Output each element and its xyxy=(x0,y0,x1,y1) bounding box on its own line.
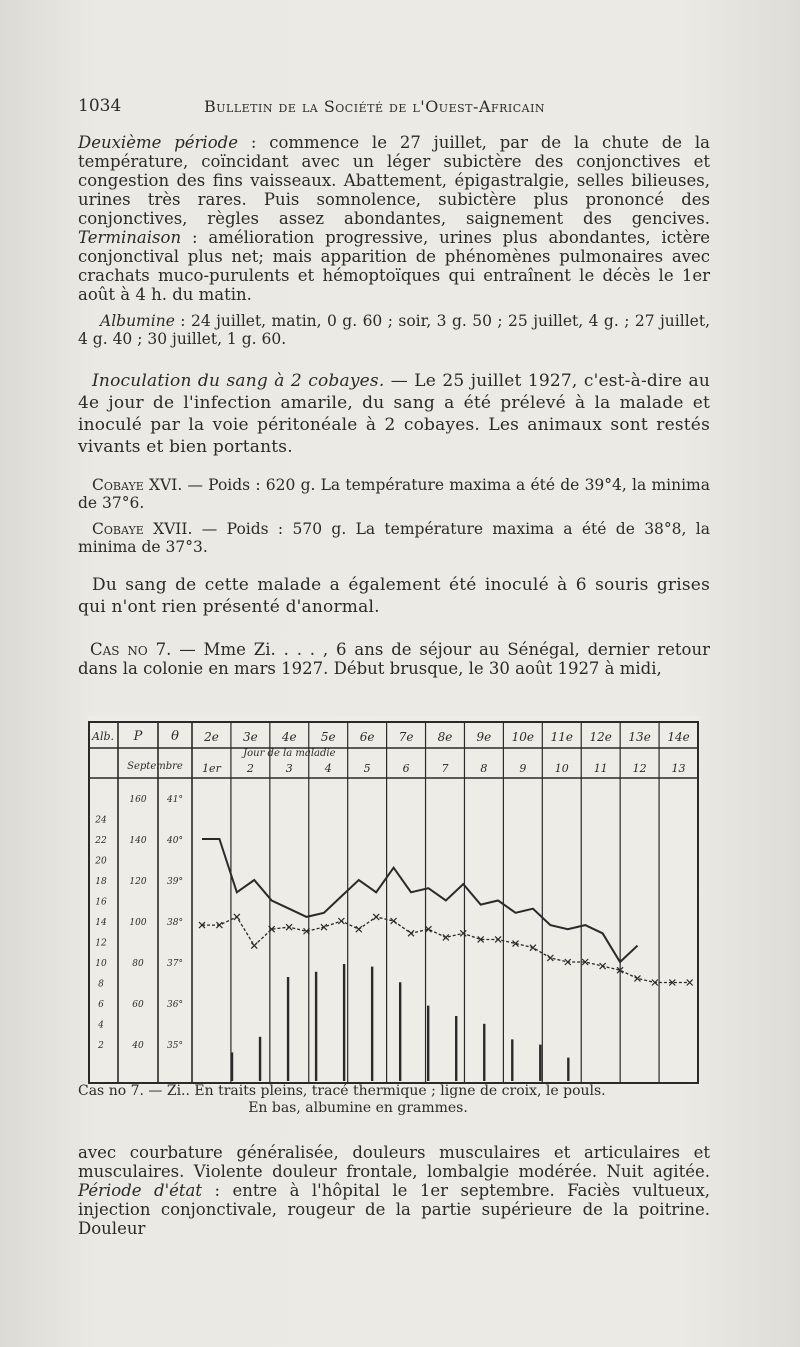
alb-tick-label: 16 xyxy=(95,897,107,908)
pulse-tick-label: 40 xyxy=(132,1041,144,1051)
alb-tick-label: 4 xyxy=(98,1020,104,1031)
cas-7-label: Cas no 7. xyxy=(90,640,172,659)
pulse-tick-label: 140 xyxy=(129,836,147,846)
date-label: 13 xyxy=(671,762,686,775)
temp-tick-label: 38° xyxy=(167,918,183,928)
inoculation-text: — Le 25 juillet 1927, c'est-à-dire au 4e jour de l'infection amarile, du sang a été prélevé à la malade et inoculé par la voie péritonéale à 2 cobayes. Les animaux sont restés vivants et bien portants. xyxy=(78,371,710,457)
periode-etat-text: : entre à l'hôpital le 1er septembre. Faciès vultueux, injection conjonctivale, rougeur de la partie supérieure de la poitrine. Douleur xyxy=(78,1181,710,1238)
date-label: 3 xyxy=(285,762,293,775)
alb-tick-label: 6 xyxy=(98,1000,104,1010)
souris-text: Du sang de cette malade a également été inoculé à 6 souris grises qui n'ont rien présenté d'anormal. xyxy=(78,575,710,617)
paragraph-souris xyxy=(78,574,710,618)
courbature-text: avec courbature généralisée, douleurs musculaires et articulaires et musculaires. Violente douleur frontale, lombalgie modérée. Nuit agitée. xyxy=(78,1143,710,1181)
paragraph-cobaye-xvii xyxy=(78,520,710,556)
caption-line-2: En bas, albumine en grammes. xyxy=(248,1100,468,1116)
handwritten-note: Jour de la maladie xyxy=(243,748,336,759)
disease-day-label: 12e xyxy=(589,730,612,744)
paragraph-cobaye-xvi xyxy=(78,476,710,512)
alb-tick-label: 22 xyxy=(95,836,107,846)
cobaye-xvii-label: Cobaye XVII. xyxy=(92,520,193,538)
pulse-tick-label: 160 xyxy=(129,795,147,805)
alb-tick-label: 10 xyxy=(95,959,107,969)
date-label: 10 xyxy=(554,762,569,775)
albumine-text: : 24 juillet, matin, 0 g. 60 ; soir, 3 g. 50 ; 25 juillet, 4 g. ; 27 juillet, 4 g. 40 ; 30 juillet, 1 g. 60. xyxy=(78,312,710,348)
month-label: Septembre xyxy=(127,761,183,772)
temp-tick-label: 39° xyxy=(167,877,183,887)
page-number: 1034 xyxy=(78,96,122,116)
cobaye-xvii-text: — Poids : 570 g. La température maxima a été de 38°8, la minima de 37°3. xyxy=(78,520,710,556)
temp-tick-label: 40° xyxy=(167,836,183,846)
cas-7-text: — Mme Zi. . . . , 6 ans de séjour au Sénégal, dernier retour dans la colonie en mars 1927. Début brusque, le 30 août 1927 à midi, xyxy=(78,640,710,678)
alb-tick-label: 24 xyxy=(95,815,107,826)
paragraph-inoculation xyxy=(78,370,710,458)
alb-tick-label: 20 xyxy=(95,856,107,867)
disease-day-label: 7e xyxy=(398,730,414,744)
date-label: 7 xyxy=(441,762,449,775)
caption-line-1: Cas no 7. — Zi.. En traits pleins, tracé thermique ; ligne de croix, le pouls. xyxy=(78,1083,606,1099)
disease-day-label: 14e xyxy=(667,730,690,744)
disease-day-label: 13e xyxy=(628,730,651,744)
albumine-label: Albumine xyxy=(100,312,175,330)
figure-caption xyxy=(78,1083,698,1117)
alb-header: Alb. xyxy=(92,730,114,743)
cobaye-xvi-label: Cobaye XVI. xyxy=(92,476,183,494)
date-label: 1er xyxy=(202,762,221,775)
temp-tick-label: 36° xyxy=(167,1000,183,1010)
date-label: 2 xyxy=(246,762,254,775)
alb-tick-label: 14 xyxy=(95,918,107,928)
disease-day-label: 3e xyxy=(243,730,258,744)
disease-day-label: 6e xyxy=(359,730,375,744)
date-label: 11 xyxy=(593,762,608,775)
inoculation-label: Inoculation du sang à 2 cobayes. xyxy=(92,371,385,391)
alb-tick-label: 8 xyxy=(98,979,104,990)
paragraph-cas-7 xyxy=(78,640,710,678)
disease-day-label: 11e xyxy=(550,730,573,744)
date-label: 5 xyxy=(363,762,371,775)
temp-header: θ xyxy=(171,729,179,744)
terminaison-text: : amélioration progressive, urines plus abondantes, ictère conjonctival plus net; mais apparition de phénomènes pulmonaires avec crachats muco-purulents et hémoptoïques qui entraînent le décès le 1er août à 4 h. du matin. xyxy=(78,228,710,304)
disease-day-label: 8e xyxy=(437,730,453,744)
alb-tick-label: 12 xyxy=(95,938,107,949)
date-label: 6 xyxy=(402,762,410,775)
alb-tick-label: 18 xyxy=(95,877,107,887)
date-label: 8 xyxy=(480,762,488,775)
date-label: 9 xyxy=(519,762,527,775)
temperature-pulse-chart xyxy=(88,716,700,1086)
pulse-tick-label: 100 xyxy=(129,918,147,928)
disease-day-label: 2e xyxy=(204,730,219,744)
paragraph-deuxieme-periode xyxy=(78,133,710,304)
journal-title: Bulletin de la Société de l'Ouest-Africain xyxy=(204,97,546,116)
cobaye-xvi-text: — Poids : 620 g. La température maxima a été de 39°4, la minima de 37°6. xyxy=(78,476,710,512)
pulse-header: P xyxy=(133,729,143,744)
disease-day-label: 4e xyxy=(281,730,297,744)
pulse-tick-label: 80 xyxy=(132,959,144,969)
alb-tick-label: 2 xyxy=(98,1041,104,1051)
pulse-tick-label: 120 xyxy=(129,877,147,887)
terminaison-label: Terminaison xyxy=(78,228,182,247)
paragraph-periode-etat xyxy=(78,1143,710,1238)
temp-tick-label: 35° xyxy=(167,1041,183,1051)
period-text: : commence le 27 juillet, par de la chute de la température, coïncidant avec un léger subictère des conjonctives et congestion des fins vaisseaux. Abattement, épigastralgie, selles bilieuses, urines très rares. Puis somnolence, subictère plus prononcé des conjonctives, règles assez abondantes, saignement des gencives. xyxy=(78,133,710,228)
temp-tick-label: 37° xyxy=(167,959,183,969)
date-label: 4 xyxy=(324,762,332,775)
disease-day-label: 10e xyxy=(511,730,535,744)
periode-etat-label: Période d'état xyxy=(78,1181,202,1200)
pulse-tick-label: 60 xyxy=(132,1000,144,1010)
temp-tick-label: 41° xyxy=(167,795,183,805)
paragraph-albumine xyxy=(78,312,710,348)
period-label: Deuxième période xyxy=(78,133,238,152)
disease-day-label: 9e xyxy=(476,730,492,744)
date-label: 12 xyxy=(632,762,647,775)
disease-day-label: 5e xyxy=(320,730,336,744)
